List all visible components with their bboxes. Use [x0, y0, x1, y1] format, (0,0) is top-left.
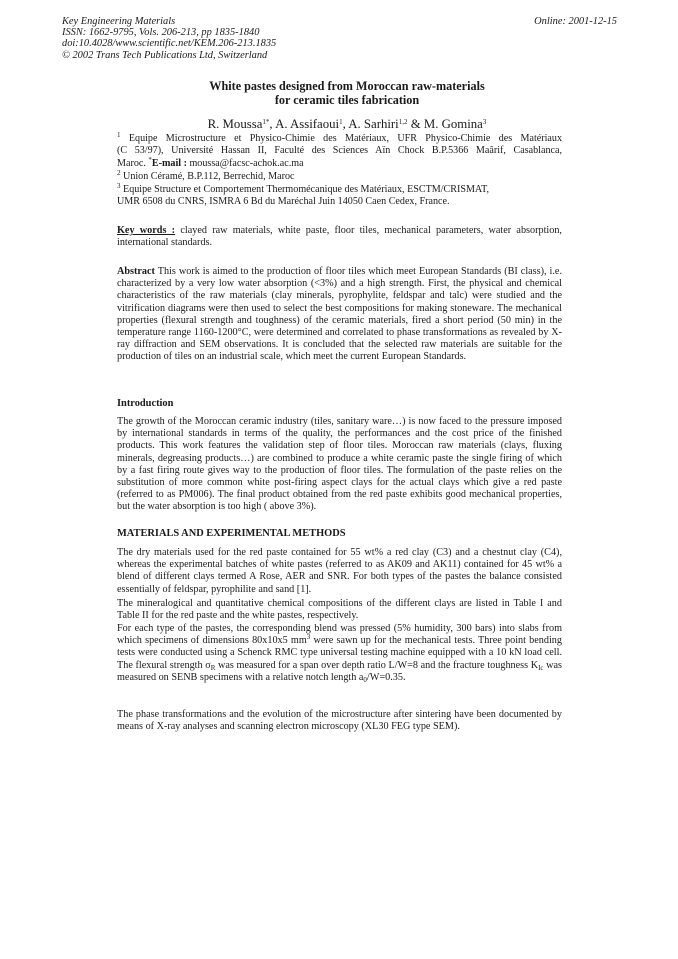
- methods-p3-part-e: /W=0.35.: [366, 671, 406, 683]
- title-line-1: White pastes designed from Moroccan raw-materials: [209, 79, 485, 93]
- journal-name: Key Engineering Materials: [62, 16, 176, 27]
- methods-paragraph-3: [117, 623, 562, 684]
- methods-p3-part-c: was measured for a span over depth ratio L/W=8 and the fracture toughness K: [215, 659, 539, 671]
- introduction-text: The growth of the Moroccan ceramic industry (tiles, sanitary ware…) is now faced to the pressure imposed by international standards in terms of the quality, the performances and the cost price of the finished products. This work features the validation step of floor tiles. Moroccan raw materials (clays, fluxing minerals, degreasing products…) are combined to produce a white ceramic paste the single firing of which by a fast firing route gives way to the production of floor tiles. The formulation of the paste relies on the substitution of more common white post-firing aspect clays for the actual clays which give a red paste (referred to as PM006). The final product obtained from the red paste exhibits good mechanical properties, but the water absorption is too high ( above 3%).: [117, 416, 562, 513]
- journal-header: [62, 16, 276, 61]
- methods-p3-part-a: For each type of the pastes, the corresponding blend was pressed (5% humidity, 300 bars) into slabs from which specimens of dimensions 80x10x5 mm: [117, 623, 562, 647]
- methods-p3-part-d: was measured on SENB specimens with a relative notch length a: [117, 659, 563, 683]
- methods-paragraph-1: The dry materials used for the red paste contained for 55 wt% a red clay (C3) and a chestnut clay (C4), whereas the experimental batches of white pastes (referred to as AK09 and AK11) contained for 45 wt% a blend of different clays termed A Rose, AER and SNR. For both types of the pastes the balance consisted essentially of feldspar, pyrophilite and sand [1].: [117, 547, 562, 595]
- methods-p3-sub-0: 0: [363, 675, 367, 684]
- affiliation-3-line-1: Equipe Structure et Comportement Thermomécanique des Matériaux, ESCTM/CRISMAT,: [123, 184, 490, 195]
- journal-issn: ISSN: 1662-9795, Vols. 206-213, pp 1835-1840: [62, 27, 260, 39]
- abstract: [117, 266, 562, 364]
- keywords: [117, 225, 562, 250]
- methods-p3-sub-r: R: [210, 663, 216, 672]
- author-1-affiliation: 1*: [262, 118, 270, 126]
- email-marker: *: [148, 155, 152, 164]
- affiliation-3-number: 3: [117, 182, 121, 190]
- affiliation-3: [117, 184, 562, 209]
- abstract-label: Abstract: [117, 266, 155, 277]
- journal-copyright: © 2002 Trans Tech Publications Ltd, Switzerland: [62, 49, 268, 61]
- affiliation-1: [117, 133, 562, 170]
- methods-p3-part-b: were sawn up for the mechanical tests. Three point bending tests were conducted using a Schenck RMC type universal testing machine equipped with a 10 kN load cell. The flexural strength σ: [117, 635, 562, 671]
- methods-paragraph-4: The phase transformations and the evolution of the microstructure after sintering have been documented by means of X-ray analyses and scanning electron microscopy (XL30 FEG type SEM).: [117, 709, 562, 733]
- methods-heading: MATERIALS AND EXPERIMENTAL METHODS: [117, 528, 346, 539]
- author-separator: ,: [269, 117, 276, 131]
- abstract-text: This work is aimed to the production of floor tiles which meet European Standards (BI class), i.e. characterized by a very low water absorption (<3%) and a high strength. First, the physical and chemical characteristics of the raw materials (clay minerals, pyrophylite, feldspar and talc) were studied and the vitrification diagrams were then used to select the best compositions for making stoneware. The mechanical properties (flexural strength and toughness) of the ceramic materials, fired a short period (50 min) in the temperature range 1160-1200°C, were determined and correlated to phase transformations as revealed by X-ray diffraction and SEM observations. It is concluded that the selected raw materials are suitable for the production of tiles on an industrial scale, which meet the current European Standards.: [117, 266, 562, 363]
- paper-title: [100, 79, 594, 107]
- author-3: A. Sarhiri: [348, 117, 399, 131]
- methods-p3-sub-ic: Ic: [538, 663, 544, 672]
- affiliation-1-line-3: Maroc.: [117, 157, 149, 169]
- methods-paragraph-2: The mineralogical and quantitative chemical compositions of the different clays are listed in Table I and Table II for the red paste and the white pastes, respectively.: [117, 598, 562, 622]
- affiliation-3-line-2: UMR 6508 du CNRS, ISMRA 6 Bd du Maréchal Juin 14050 Caen Cedex, France.: [117, 196, 450, 208]
- journal-doi: doi:10.4028/www.scientific.net/KEM.206-213.1835: [62, 38, 277, 50]
- online-date: Online: 2001-12-15: [534, 16, 617, 27]
- keywords-text: clayed raw materials, white paste, floor tiles, mechanical parameters, water absorption, international standards.: [117, 225, 562, 249]
- author-1: R. Moussa: [207, 117, 263, 131]
- affiliation-2-number: 2: [117, 169, 121, 177]
- author-3-affiliation: 1,2: [398, 118, 408, 126]
- author-separator: ,: [342, 117, 349, 131]
- introduction-heading: Introduction: [117, 398, 174, 409]
- author-list: [100, 117, 594, 132]
- affiliation-1-line-2: (C 53/97), Université Hassan II, Faculté des Sciences Aïn Chock B.P.5366 Maârif, Casablanca,: [117, 145, 562, 157]
- title-line-2: for ceramic tiles fabrication: [274, 93, 420, 108]
- affiliation-2-text: Union Céramé, B.P.112, Berrechid, Maroc: [123, 171, 295, 182]
- author-4-affiliation: 3: [482, 118, 487, 126]
- affiliation-1-line-1: Equipe Microstructure et Physico-Chimie des Matériaux, UFR Physico-Chimie des Matériaux: [128, 133, 562, 144]
- author-2-affiliation: 1: [339, 118, 343, 126]
- methods-p3-sup: 3: [306, 633, 311, 642]
- affiliation-1-number: 1: [117, 131, 121, 139]
- email-label: E-mail :: [151, 157, 187, 169]
- keywords-label: Key words :: [117, 225, 176, 236]
- author-separator: &: [407, 117, 424, 131]
- author-2: A. Assifaoui: [275, 117, 340, 131]
- author-4: M. Gomina: [423, 117, 483, 131]
- affiliation-2: [117, 171, 562, 183]
- email-address: moussa@facsc-achok.ac.ma: [186, 157, 304, 169]
